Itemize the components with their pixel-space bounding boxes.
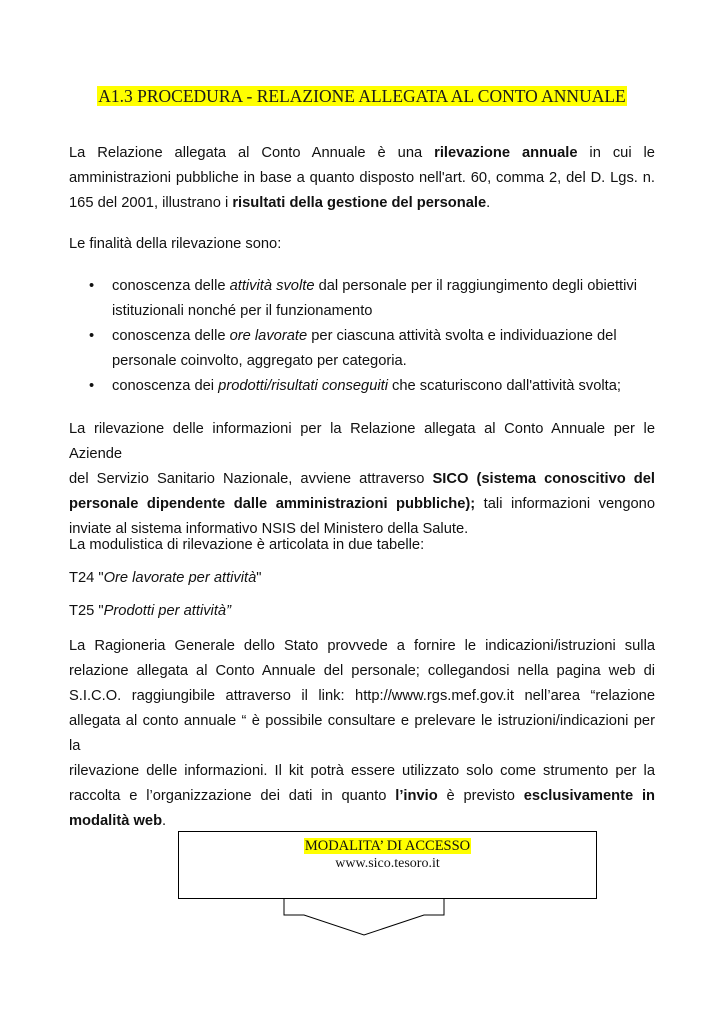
ragioneria-line-5: rilevazione delle informazioni. Il kit potrà essere utilizzato solo come strumento per la: [69, 763, 655, 779]
bullet-italic: attività svolte: [229, 278, 315, 294]
rilevazione-line-1: La rilevazione delle informazioni per la Relazione allegata al Conto Annuale per le Aziende: [69, 421, 655, 462]
intro-text: in cui le: [577, 145, 655, 161]
bullet-text: conoscenza dei: [112, 378, 219, 394]
down-arrow-icon: [282, 899, 446, 937]
access-box-title: [179, 838, 596, 855]
rilevazione-line-4: inviate al sistema informativo NSIS del Ministero della Salute.: [69, 521, 469, 537]
bullet-icon: •: [89, 328, 95, 344]
modalita-web-bold-term: modalità web: [69, 813, 163, 829]
intro-paragraph: [69, 141, 655, 216]
intro-text: La Relazione allegata al Conto Annuale è una: [69, 145, 435, 161]
table-name: Prodotti per attività”: [103, 603, 231, 619]
bullet-icon: •: [89, 378, 95, 394]
rilevazione-paragraph: [69, 417, 655, 542]
ragioneria-line-4: allegata al conto annuale “ è possibile consultare e prelevare le istruzioni/indicazioni per la: [69, 713, 655, 754]
sico-bold-term: personale dipendente dalle amministrazioni pubbliche);: [69, 496, 476, 512]
bullet-line: istituzionali nonché per il funzionamento: [112, 303, 373, 319]
ragioneria-paragraph: [69, 634, 655, 834]
document-title-text: A1.3 PROCEDURA - RELAZIONE ALLEGATA AL CONTO ANNUALE: [98, 86, 626, 106]
intro-text: .: [486, 195, 491, 211]
bullet-text: conoscenza delle: [112, 328, 230, 344]
table-code: T25 ": [69, 603, 104, 619]
invio-bold-term: l’invio: [395, 788, 438, 804]
rilevazione-text: tali informazioni vengono: [475, 496, 655, 512]
ragioneria-line-3: S.I.C.O. raggiungibile attraverso il link: http://www.rgs.mef.gov.it nell’area “relazione: [69, 688, 655, 704]
bullet-text: dal personale per il raggiungimento degli obiettivi: [314, 278, 638, 294]
bullet-line: [112, 374, 659, 399]
bullet-text: per ciascuna attività svolta e individuazione del: [307, 328, 617, 344]
bullet-line: personale coinvolto, aggregato per categoria.: [112, 353, 407, 369]
rilevazione-line-3: [69, 492, 655, 517]
intro-bold-term: rilevazione annuale: [434, 145, 578, 161]
sico-bold-term: SICO (sistema conoscitivo del: [432, 471, 655, 487]
ragioneria-line-1: La Ragioneria Generale dello Stato provvede a fornire le indicazioni/istruzioni sulla: [69, 638, 655, 654]
bullet-line: [112, 274, 659, 299]
table-code: T24 ": [69, 570, 104, 586]
access-box-title-text: MODALITA’ DI ACCESSO: [304, 838, 471, 854]
finalita-list: [69, 274, 659, 399]
ragioneria-text: raccolta e l’organizzazione dei dati in quanto: [69, 788, 396, 804]
access-url-link[interactable]: www.sico.tesoro.it: [335, 856, 440, 871]
intro-line-2: amministrazioni pubbliche in base a quanto disposto nell'art. 60, comma 2, del D. Lgs. n.: [69, 170, 655, 186]
list-item: [69, 374, 659, 399]
document-title: [0, 86, 724, 107]
modulistica-text: La modulistica di rilevazione è articolata in due tabelle:: [69, 537, 425, 553]
intro-text: 165 del 2001, illustrano i: [69, 195, 233, 211]
ragioneria-line-6: [69, 784, 655, 809]
bullet-italic: ore lavorate: [229, 328, 308, 344]
finalita-heading: Le finalità della rilevazione sono:: [69, 236, 282, 252]
intro-line-1: [69, 141, 655, 166]
bullet-italic: prodotti/risultati conseguiti: [218, 378, 388, 394]
access-box: [178, 831, 597, 899]
bullet-icon: •: [89, 278, 95, 294]
intro-bold-term: risultati della gestione del personale: [232, 195, 487, 211]
bullet-text: che scaturiscono dall'attività svolta;: [387, 378, 621, 394]
esclusivamente-bold-term: esclusivamente in: [523, 788, 656, 804]
table-quote: ": [256, 570, 262, 586]
intro-line-3: [69, 191, 655, 216]
rilevazione-line-2: [69, 467, 655, 492]
table-t25: [69, 599, 231, 624]
list-item: [69, 324, 659, 374]
rilevazione-text: del Servizio Sanitario Nazionale, avviene attraverso: [69, 471, 433, 487]
bullet-line: [112, 324, 659, 349]
ragioneria-line-2: relazione allegata al Conto Annuale del personale; collegandosi nella pagina web di: [69, 663, 655, 679]
list-item: [69, 274, 659, 324]
ragioneria-text: .: [162, 813, 167, 829]
bullet-text: conoscenza delle: [112, 278, 230, 294]
table-name: Ore lavorate per attività: [103, 570, 257, 586]
ragioneria-text: è previsto: [437, 788, 524, 804]
table-t24: [69, 566, 261, 591]
